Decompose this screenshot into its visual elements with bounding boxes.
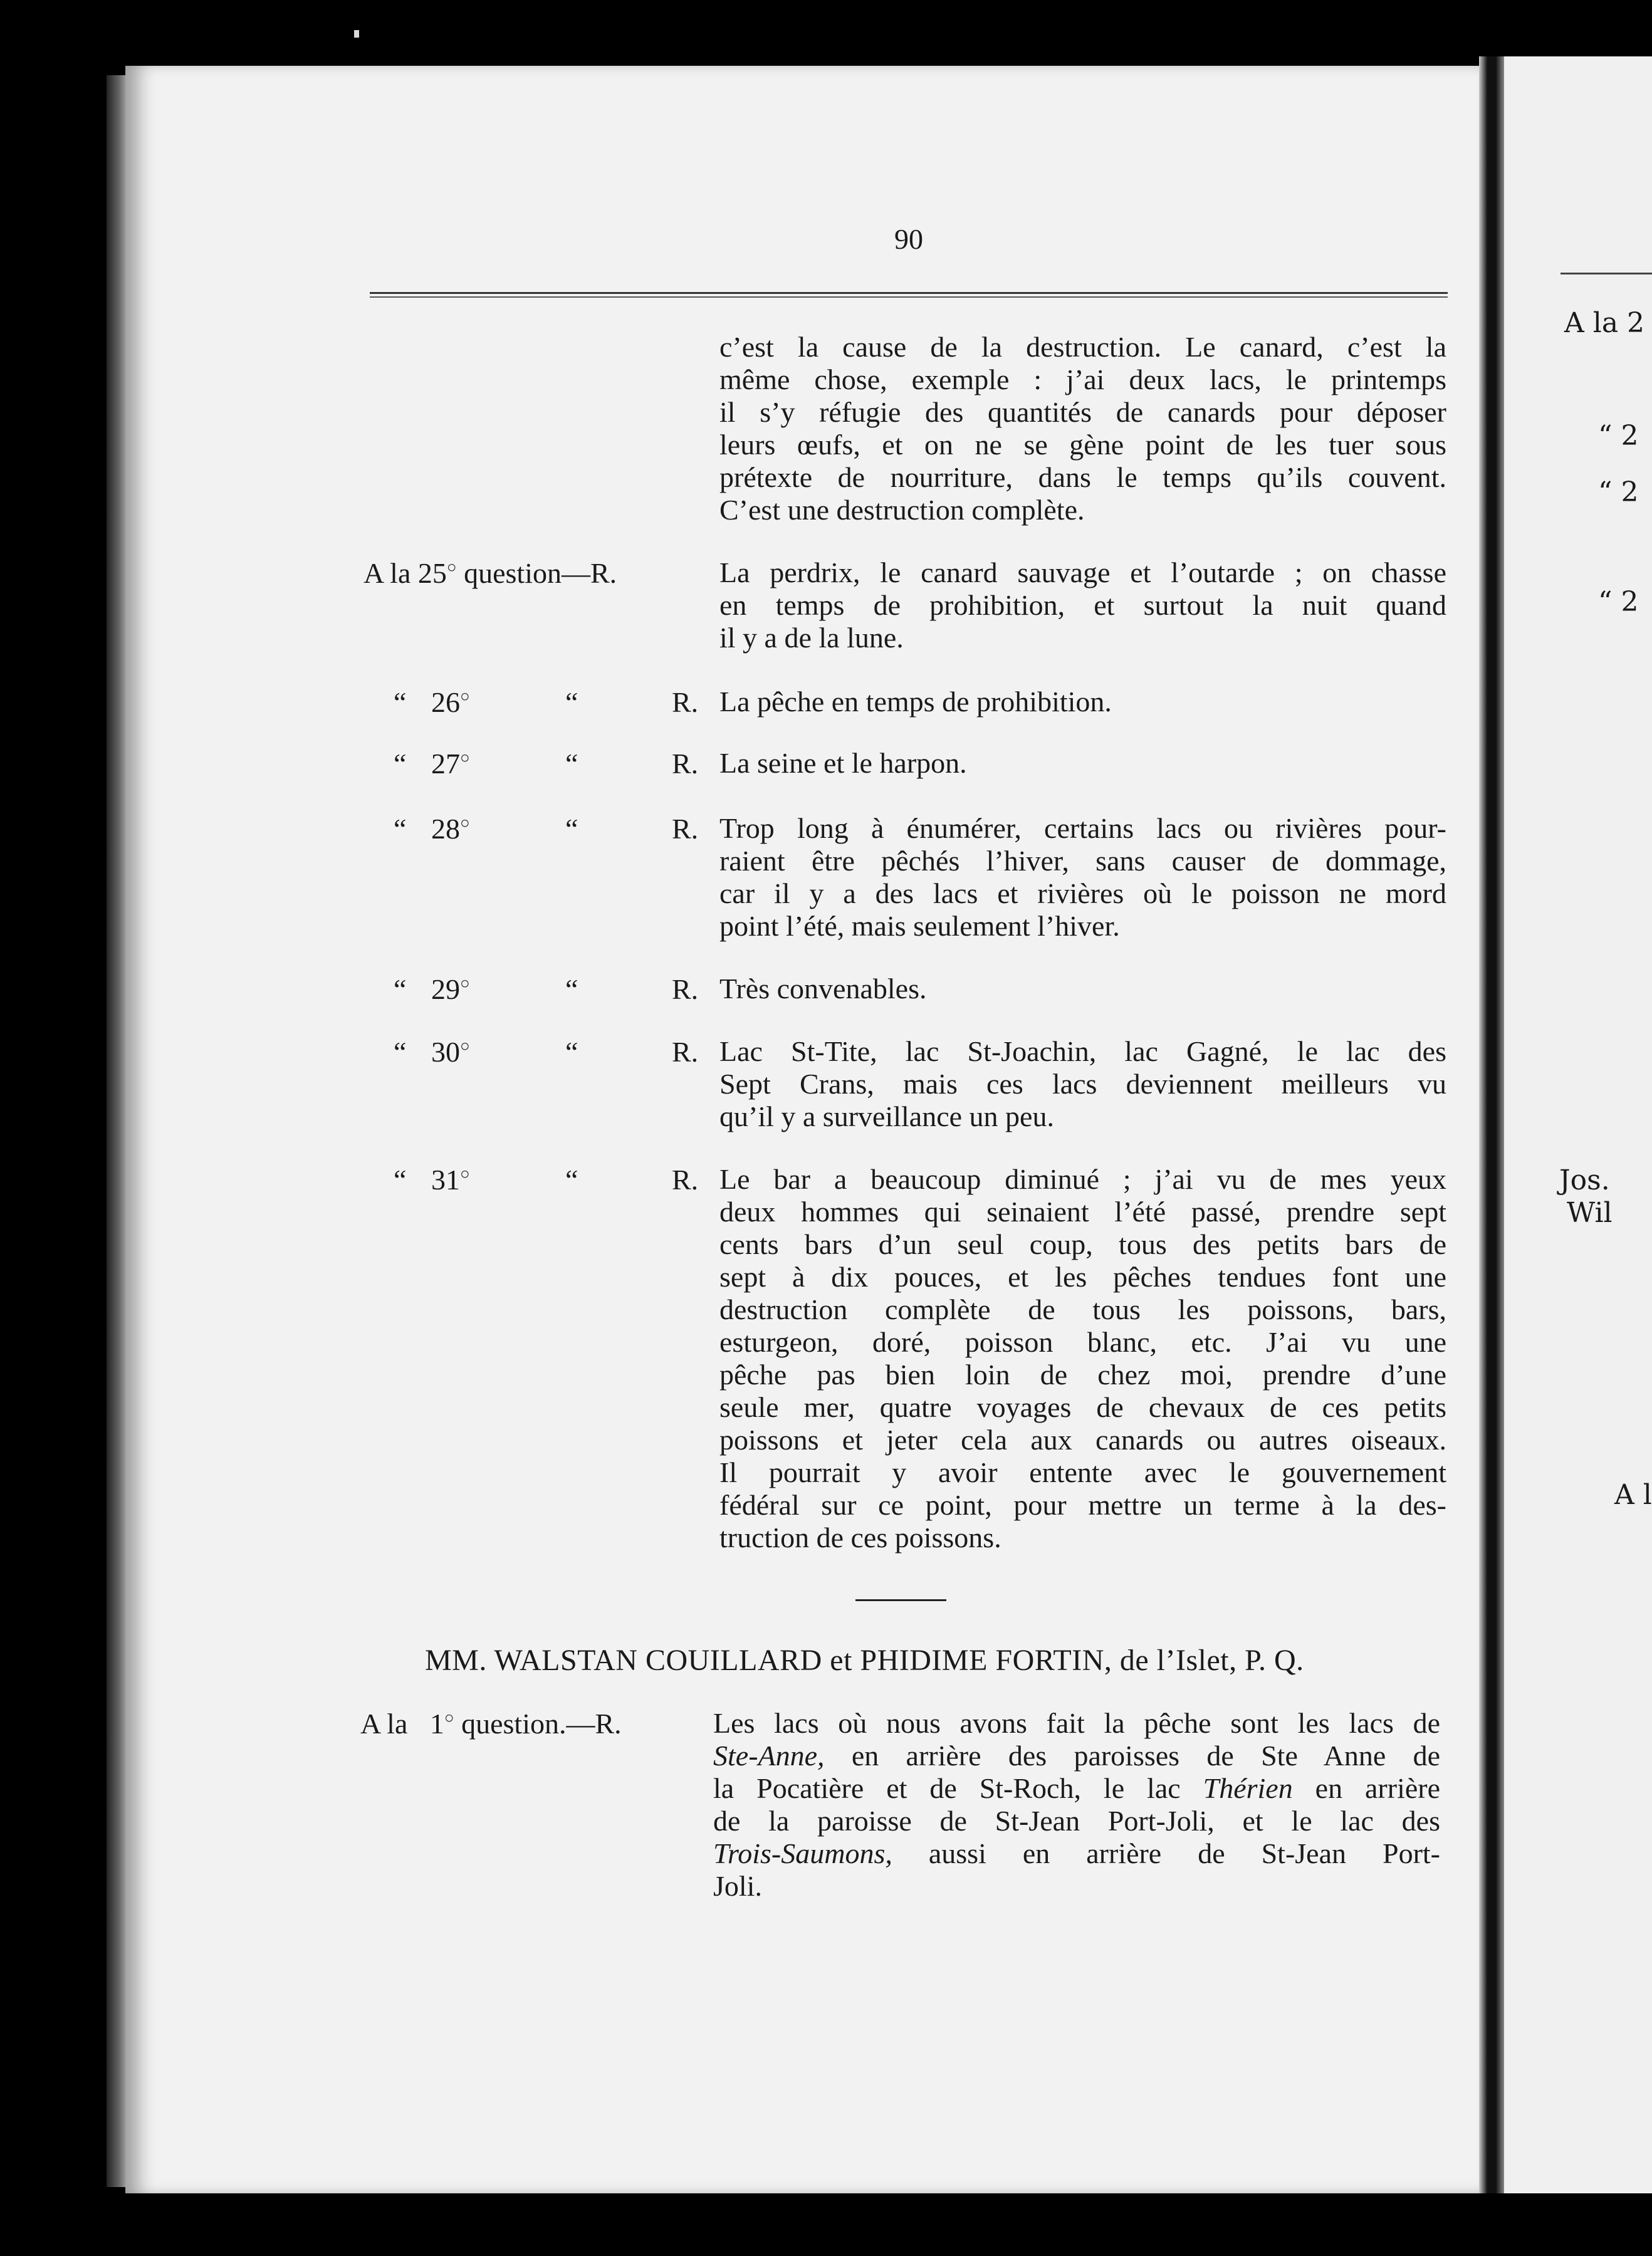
answer-1 xyxy=(713,1707,1440,1903)
section-separator xyxy=(855,1599,946,1601)
paragraph-line: Joli. xyxy=(713,1870,762,1902)
question-prefix: A la xyxy=(360,1708,408,1740)
ditto-mark: “ xyxy=(565,973,578,1005)
ordinal-mark: ○ xyxy=(444,1708,454,1727)
ditto-quote: “ xyxy=(394,813,407,845)
paragraph-line: il s’y réfugie des quantités de canards pour déposer xyxy=(719,396,1446,428)
question-label xyxy=(363,556,617,590)
page-gutter xyxy=(1479,56,1504,2193)
paragraph-line: pêche pas bien loin de chez moi, prendre d’une xyxy=(719,1359,1446,1391)
ditto-quote: “ xyxy=(394,973,407,1005)
number-text: 1 xyxy=(429,1708,444,1740)
ditto-mark: “ xyxy=(565,748,578,780)
paragraph-line: car il y a des lacs et rivières où le poisson ne mord xyxy=(719,877,1446,909)
number-text: 26 xyxy=(431,686,460,718)
ordinal-mark: ○ xyxy=(460,748,470,767)
question-number xyxy=(431,747,470,780)
answer-29 xyxy=(719,973,1446,1005)
question-word: question. xyxy=(461,1708,567,1740)
question-number xyxy=(431,973,470,1006)
paragraph-line: La seine et le harpon. xyxy=(719,747,967,779)
paragraph-line: deux hommes qui seinaient l’été passé, prendre sept xyxy=(719,1196,1446,1228)
adjacent-text: “ 2 xyxy=(1598,476,1639,508)
answer-marker: R. xyxy=(672,813,699,845)
paragraph-line: c’est la cause de la destruction. Le canard, c’est la xyxy=(719,331,1446,363)
ordinal-mark: ○ xyxy=(460,1037,470,1055)
paragraph-line: cents bars d’un seul coup, tous des petits bars de xyxy=(719,1228,1446,1260)
answer-marker: R. xyxy=(672,1036,699,1068)
paragraph-line: poissons et jeter cela aux canards ou autres oiseaux. xyxy=(719,1424,1446,1456)
answer-26 xyxy=(719,686,1446,718)
answer-marker: R. xyxy=(672,973,699,1005)
ordinal-mark: ○ xyxy=(460,1164,470,1183)
answer-marker: —R. xyxy=(566,1708,622,1740)
paragraph-line: fédéral sur ce point, pour mettre un terme à la des- xyxy=(719,1489,1446,1521)
ditto-quote: “ xyxy=(394,748,407,780)
number-text: 31 xyxy=(431,1164,460,1196)
paragraph-line: Très convenables. xyxy=(719,973,927,1005)
paragraph-line: Sept Crans, mais ces lacs deviennent meilleurs vu xyxy=(719,1068,1446,1100)
number-text: 29 xyxy=(431,973,460,1005)
line-text: en arrière xyxy=(1292,1772,1440,1804)
line-text: en arrière des paroisses de Ste Anne de xyxy=(824,1740,1440,1772)
lake-name: Thérien xyxy=(1203,1772,1293,1804)
section-header: MM. WALSTAN COUILLARD et PHIDIME FORTIN, de l’Islet, P. Q. xyxy=(425,1644,1304,1677)
page-number: 90 xyxy=(894,223,923,255)
ditto-quote: “ xyxy=(394,1164,407,1196)
paragraph-line xyxy=(713,1740,1440,1772)
adjacent-text: A la 2 xyxy=(1564,307,1645,339)
answer-marker: —R. xyxy=(562,557,617,589)
paragraph-line: même chose, exemple : j’ai deux lacs, le printemps xyxy=(719,363,1446,395)
paragraph-line: sept à dix pouces, et les pêches tendues font une xyxy=(719,1261,1446,1293)
ditto-mark: “ xyxy=(565,686,578,718)
paragraph-line: il y a de la lune. xyxy=(719,622,904,654)
paragraph-line: raient être pêchés l’hiver, sans causer de dommage, xyxy=(719,845,1446,877)
paragraph-line: C’est une destruction complète. xyxy=(719,494,1085,526)
paragraph-line: Lac St-Tite, lac St-Joachin, lac Gagné, le lac des xyxy=(719,1035,1446,1067)
line-text: la Pocatière et de St-Roch, le lac xyxy=(713,1772,1203,1804)
header-rule xyxy=(370,292,1448,298)
number-text: 30 xyxy=(431,1036,460,1068)
question-number xyxy=(431,686,470,719)
paragraph-line xyxy=(713,1772,1440,1805)
adjacent-rule xyxy=(1561,273,1652,274)
paragraph-line: point l’été, mais seulement l’hiver. xyxy=(719,910,1120,942)
paragraph-line: Les lacs où nous avons fait la pêche sont les lacs de xyxy=(713,1707,1440,1739)
adjacent-text: A l xyxy=(1614,1479,1652,1511)
ditto-mark: “ xyxy=(565,813,578,845)
ditto-mark: “ xyxy=(565,1036,578,1068)
paragraph-line: Il pourrait y avoir entente avec le gouvernement xyxy=(719,1456,1446,1488)
question-number xyxy=(431,812,470,845)
paragraph-line xyxy=(713,1837,1440,1870)
question-number xyxy=(431,1163,470,1196)
scan-speck xyxy=(354,30,359,38)
adjacent-text: Wil xyxy=(1567,1197,1613,1229)
answer-31 xyxy=(719,1163,1446,1554)
ditto-mark: “ xyxy=(565,1164,578,1196)
lake-name: Trois-Saumons, xyxy=(713,1837,892,1869)
paragraph-line: Le bar a beaucoup diminué ; j’ai vu de mes yeux xyxy=(719,1163,1446,1195)
answer-28 xyxy=(719,812,1446,943)
paragraph-line: Trop long à énumérer, certains lacs ou rivières pour- xyxy=(719,812,1446,844)
paragraph-line: truction de ces poissons. xyxy=(719,1522,1001,1554)
number-text: 28 xyxy=(431,813,460,845)
paragraph-line: prétexte de nourriture, dans le temps qu’ils couvent. xyxy=(719,461,1446,493)
adjacent-page-edge xyxy=(1504,56,1652,2193)
ordinal-mark: ○ xyxy=(460,813,470,832)
paragraph-line: en temps de prohibition, et surtout la nuit quand xyxy=(719,589,1446,621)
answer-25 xyxy=(719,556,1446,654)
paragraph-line: La pêche en temps de prohibition. xyxy=(719,686,1112,718)
question-number xyxy=(431,1035,470,1068)
line-text: aussi en arrière de St-Jean Port- xyxy=(892,1837,1440,1869)
number-text: 27 xyxy=(431,748,460,780)
ordinal-mark: ○ xyxy=(460,687,470,706)
adjacent-text: “ 2 xyxy=(1598,420,1639,452)
answer-marker: R. xyxy=(672,1164,699,1196)
answer-30 xyxy=(719,1035,1446,1133)
paragraph-line: leurs œufs, et on ne se gène point de les tuer sous xyxy=(719,429,1446,461)
ditto-quote: “ xyxy=(394,686,407,718)
question-word: question xyxy=(464,557,562,589)
paragraph-line: de la paroisse de St-Jean Port-Joli, et le lac des xyxy=(713,1805,1440,1837)
answer-marker: R. xyxy=(672,748,699,780)
paragraph-line: qu’il y a surveillance un peu. xyxy=(719,1100,1054,1132)
paragraph-line: La perdrix, le canard sauvage et l’outarde ; on chasse xyxy=(719,556,1446,588)
lake-name: Ste-Anne, xyxy=(713,1740,825,1772)
ditto-quote: “ xyxy=(394,1036,407,1068)
ordinal-mark: ○ xyxy=(460,974,470,993)
continuation-paragraph xyxy=(719,331,1446,526)
adjacent-text: Jos. xyxy=(1559,1164,1610,1196)
paragraph-line: esturgeon, doré, poisson blanc, etc. J’ai vu une xyxy=(719,1326,1446,1358)
question-prefix: A la 25 xyxy=(363,557,447,589)
answer-27 xyxy=(719,747,1446,780)
answer-marker: R. xyxy=(672,686,699,718)
paragraph-line: seule mer, quatre voyages de chevaux de ces petits xyxy=(719,1391,1446,1423)
adjacent-text: “ 2 xyxy=(1598,586,1639,618)
question-label xyxy=(360,1707,622,1740)
paragraph-line: destruction complète de tous les poissons, bars, xyxy=(719,1293,1446,1325)
ordinal-mark: ○ xyxy=(446,558,457,577)
